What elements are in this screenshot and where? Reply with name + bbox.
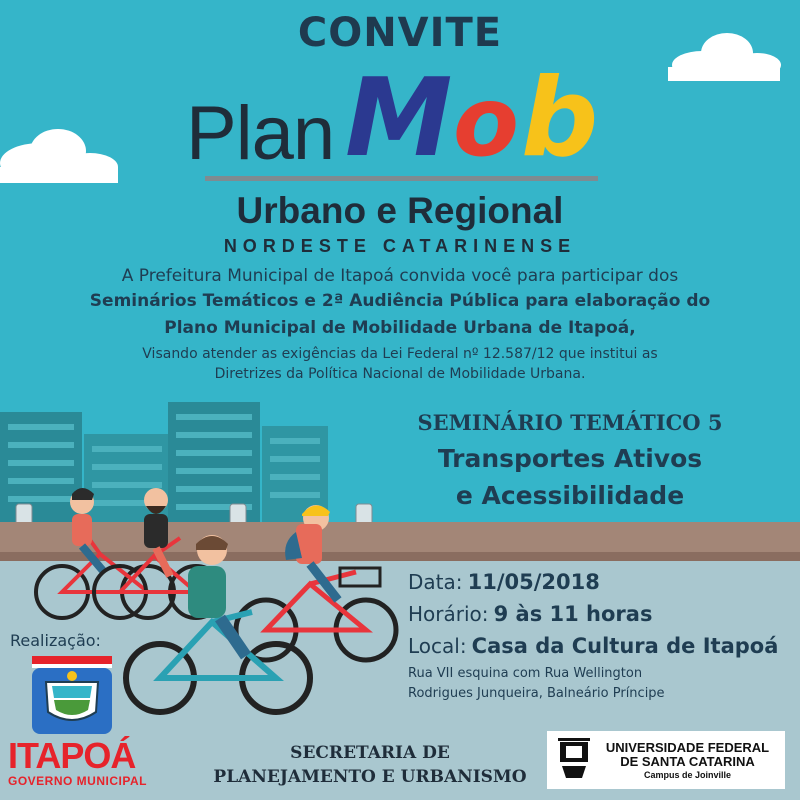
date-label: Data: bbox=[408, 570, 463, 594]
ufsc-crest-icon bbox=[558, 738, 590, 782]
event-place-row bbox=[408, 634, 778, 658]
intro-line-3: Plano Municipal de Mobilidade Urbana de Itapoá, bbox=[164, 318, 636, 338]
subtitle: Urbano e Regional bbox=[236, 190, 564, 231]
event-time-row bbox=[408, 602, 652, 626]
invitation-heading: CONVITE bbox=[297, 10, 503, 56]
ufsc-line-1: UNIVERSIDADE FEDERAL bbox=[605, 740, 770, 755]
ufsc-campus: Campus de Joinville bbox=[643, 770, 732, 780]
place-label: Local: bbox=[408, 634, 467, 658]
address-line-2: Rodrigues Junqueira, Balneário Príncipe bbox=[408, 686, 665, 701]
place-value: Casa da Cultura de Itapoá bbox=[471, 634, 779, 658]
seminar-title: SEMINÁRIO TEMÁTICO 5 bbox=[417, 410, 723, 435]
title-divider bbox=[205, 176, 598, 181]
intro-line-5: Diretrizes da Política Nacional de Mobilidade Urbana. bbox=[214, 366, 586, 382]
address-line-1: Rua VII esquina com Rua Wellington bbox=[408, 666, 643, 681]
itapoa-logo-text: ITAPOÁ bbox=[8, 735, 136, 776]
secretaria-line-2: PLANEJAMENTO E URBANISMO bbox=[213, 767, 527, 787]
region-label: NORDESTE CATARINENSE bbox=[223, 236, 577, 256]
ufsc-line-2: DE SANTA CATARINA bbox=[620, 754, 755, 769]
mob-letter-o: o bbox=[453, 66, 519, 175]
intro-line-1: A Prefeitura Municipal de Itapoá convida você para participar dos bbox=[121, 266, 679, 286]
cloud-left bbox=[0, 125, 120, 185]
event-date-row bbox=[408, 570, 600, 594]
intro-line-2: Seminários Temáticos e 2ª Audiência Pública para elaboração do bbox=[89, 291, 711, 311]
seminar-subtitle-line-1: Transportes Ativos bbox=[437, 444, 703, 473]
realizacao-label: Realização: bbox=[10, 631, 101, 650]
intro-line-4: Visando atender as exigências da Lei Federal nº 12.587/12 que institui as bbox=[142, 346, 658, 362]
mob-letter-m: M bbox=[345, 56, 453, 175]
time-value: 9 às 11 horas bbox=[493, 602, 653, 626]
date-value: 11/05/2018 bbox=[467, 570, 600, 594]
mob-letter-b: b bbox=[521, 56, 599, 175]
planmob-logo-plan: Plan bbox=[186, 91, 335, 176]
itapoa-coat-of-arms-logo bbox=[32, 656, 112, 736]
seminar-subtitle-line-2: e Acessibilidade bbox=[455, 481, 685, 510]
secretaria-line-1: SECRETARIA DE bbox=[290, 743, 450, 763]
time-label: Horário: bbox=[408, 602, 489, 626]
government-label: GOVERNO MUNICIPAL bbox=[8, 774, 147, 788]
planmob-logo-mob bbox=[345, 55, 645, 175]
